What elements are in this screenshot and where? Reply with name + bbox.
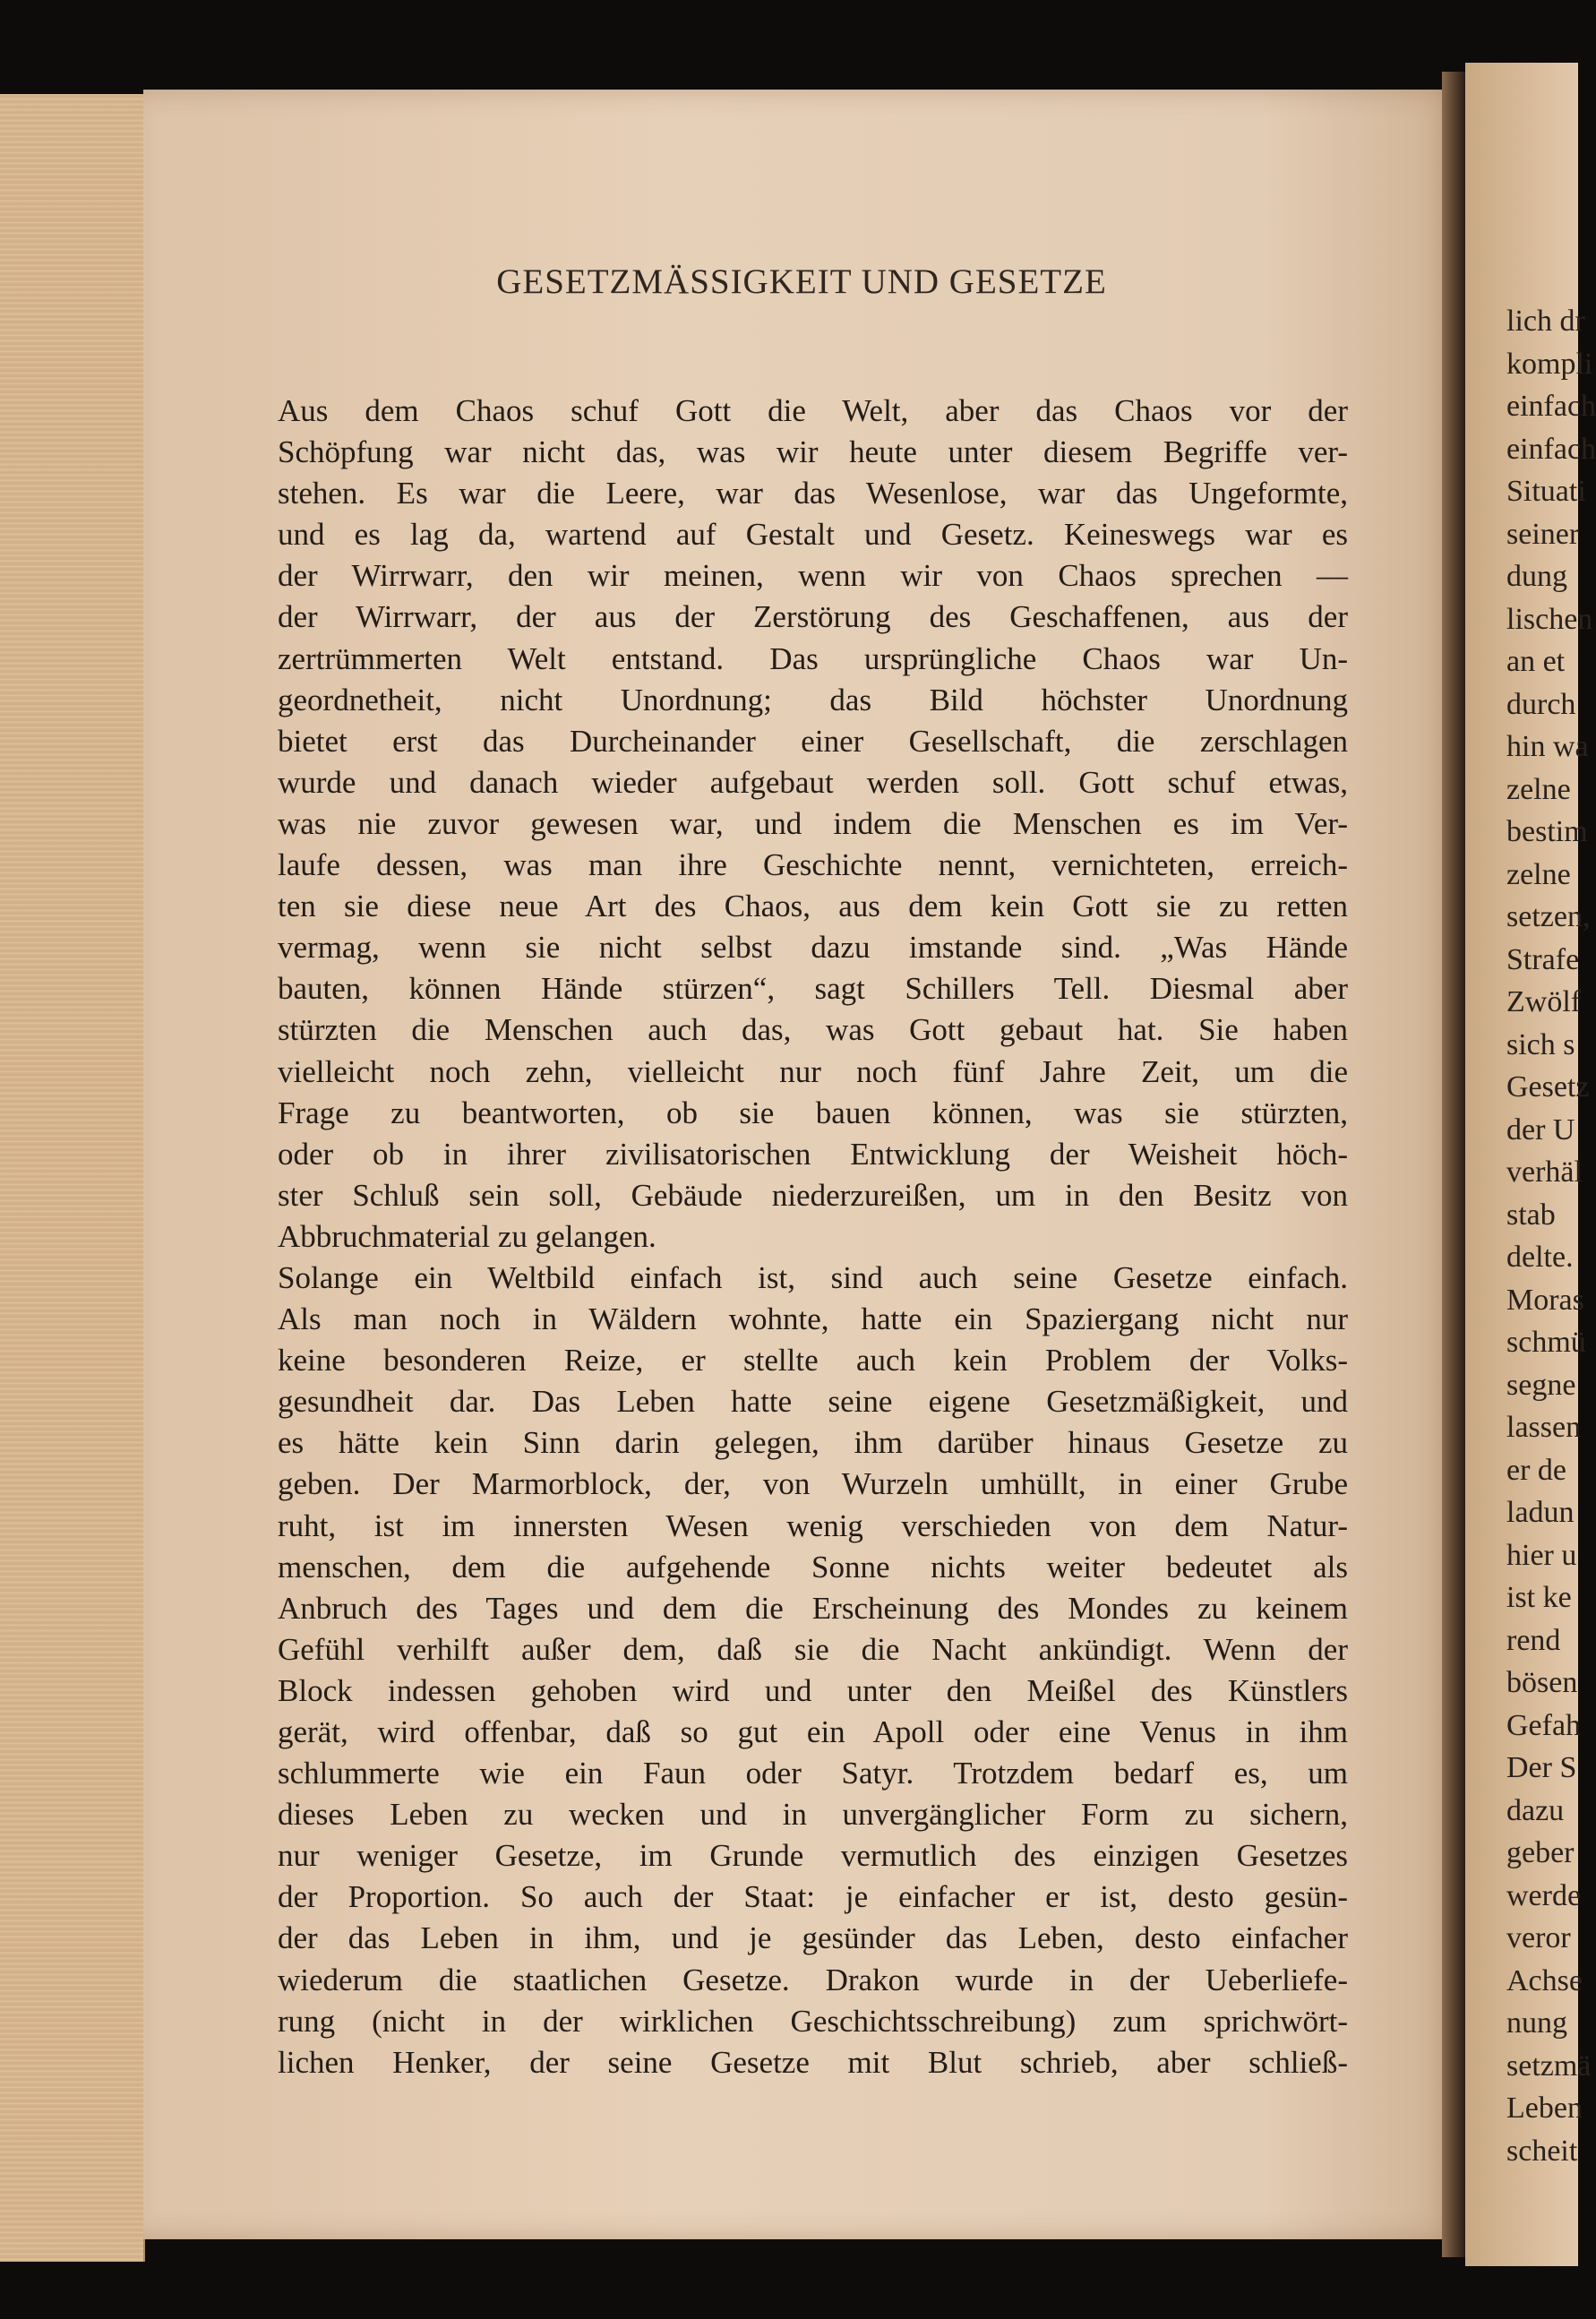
- text-line: wiederum die staatlichen Gesetze. Drakon wurde in der Ueberliefe-: [278, 1962, 1348, 1997]
- text-line: der Wirrwarr, der aus der Zerstörung des Geschaffenen, aus der: [278, 599, 1348, 635]
- facing-page-fragment: hin wa: [1506, 730, 1589, 763]
- facing-page-fragment: hier u: [1506, 1538, 1577, 1572]
- facing-page-fragment: zelne: [1506, 857, 1571, 891]
- facing-page-fragment: durch: [1506, 687, 1576, 721]
- facing-page-fragment: lich dr: [1506, 305, 1585, 338]
- text-line: ten sie diese neue Art des Chaos, aus dem kein Gott sie zu retten: [278, 889, 1348, 924]
- text-line: bauten, können Hände stürzen“, sagt Schillers Tell. Diesmal aber: [278, 971, 1348, 1007]
- facing-page-fragment: lassen: [1506, 1411, 1582, 1444]
- facing-page-fragment: Zwölf: [1506, 985, 1582, 1018]
- facing-page-fragment: Achse: [1506, 1963, 1583, 1997]
- facing-page-fragment: ist ke: [1506, 1581, 1572, 1614]
- text-line: und es lag da, wartend auf Gestalt und Gesetz. Keineswegs war es: [278, 517, 1348, 553]
- text-line: Block indessen gehoben wird und unter den Meißel des Künstlers: [278, 1672, 1348, 1708]
- page-stack-edge: [0, 94, 145, 2262]
- text-line: es hätte kein Sinn darin gelegen, ihm darüber hinaus Gesetze zu: [278, 1425, 1348, 1461]
- facing-page-fragment: dung: [1506, 560, 1567, 593]
- facing-page-fragment: kompli: [1506, 347, 1593, 381]
- facing-page-fragment: Strafe: [1506, 942, 1580, 976]
- facing-page-fragment: veror: [1506, 1921, 1571, 1954]
- facing-page-fragment: bösen: [1506, 1666, 1578, 1699]
- text-line: laufe dessen, was man ihre Geschichte nennt, vernichteten, erreich-: [278, 847, 1348, 883]
- facing-page-fragment: bestim: [1506, 815, 1588, 848]
- text-line: nur weniger Gesetze, im Grunde vermutlich des einzigen Gesetzes: [278, 1838, 1348, 1874]
- facing-page-fragment: verhäl: [1506, 1155, 1583, 1189]
- text-line: zertrümmerten Welt entstand. Das ursprüngliche Chaos war Un-: [278, 640, 1348, 676]
- facing-page-fragment: einfach: [1506, 432, 1596, 466]
- facing-page-fragment: er de: [1506, 1453, 1567, 1487]
- facing-page-fragment: setzmä: [1506, 2048, 1592, 2083]
- text-line: vielleicht noch zehn, vielleicht nur noch fünf Jahre Zeit, um die: [278, 1053, 1348, 1089]
- text-line: Solange ein Weltbild einfach ist, sind auch seine Gesetze einfach.: [278, 1259, 1348, 1295]
- facing-page-fragment: geber: [1506, 1836, 1575, 1869]
- facing-page-fragment: lischen: [1506, 602, 1593, 636]
- facing-page-fragment: seiner: [1506, 517, 1580, 551]
- text-line: Gefühl verhilft außer dem, daß sie die Nacht ankündigt. Wenn der: [278, 1631, 1348, 1667]
- facing-page-fragment: setzen,: [1506, 900, 1591, 933]
- facing-page-fragment: Situati: [1506, 475, 1586, 508]
- text-line: Schöpfung war nicht das, was wir heute unter diesem Begriffe ver-: [278, 434, 1348, 470]
- text-line: lichen Henker, der seine Gesetze mit Blut schrieb, aber schließ-: [278, 2044, 1348, 2080]
- facing-book-page: [1465, 63, 1596, 2266]
- text-line: geordnetheit, nicht Unordnung; das Bild höchster Unordnung: [278, 682, 1348, 717]
- facing-page-fragment: stab: [1506, 1198, 1556, 1232]
- text-line: ruht, ist im innersten Wesen wenig verschieden von dem Natur-: [278, 1507, 1348, 1543]
- text-line: rung (nicht in der wirklichen Geschichtsschreibung) zum sprichwört-: [278, 2003, 1348, 2039]
- text-line: was nie zuvor gewesen war, und indem die Menschen es im Ver-: [278, 805, 1348, 841]
- facing-page-fragment: Leben: [1506, 2091, 1583, 2125]
- text-line: ster Schluß sein soll, Gebäude niederzureißen, um in den Besitz von: [278, 1177, 1348, 1213]
- text-line: Aus dem Chaos schuf Gott die Welt, aber das Chaos vor der: [278, 393, 1348, 428]
- text-line: Anbruch des Tages und dem die Erscheinung des Mondes zu keinem: [278, 1590, 1348, 1626]
- text-line: gesundheit dar. Das Leben hatte seine eigene Gesetzmäßigkeit, und: [278, 1384, 1348, 1420]
- facing-page-fragment: dazu: [1506, 1793, 1565, 1827]
- facing-page-fragment: Moras: [1506, 1283, 1584, 1317]
- text-line: geben. Der Marmorblock, der, von Wurzeln umhüllt, in einer Grube: [278, 1466, 1348, 1502]
- text-line: menschen, dem die aufgehende Sonne nichts weiter bedeutet als: [278, 1549, 1348, 1585]
- facing-page-fragment: zelne: [1506, 772, 1571, 806]
- facing-page-fragment: schmü: [1506, 1326, 1586, 1359]
- facing-page-fragment: sich s: [1506, 1027, 1575, 1061]
- chapter-heading: GESETZMÄSSIGKEIT UND GESETZE: [496, 262, 1107, 301]
- facing-page-fragment: werde: [1506, 1878, 1582, 1912]
- facing-page-fragment: der U: [1506, 1112, 1575, 1147]
- facing-page-fragment: segne: [1506, 1368, 1576, 1402]
- paragraph: [278, 391, 1348, 1258]
- text-line: Frage zu beantworten, ob sie bauen können, was sie stürzten,: [278, 1095, 1348, 1130]
- text-line: schlummerte wie ein Faun oder Satyr. Trotzdem bedarf es, um: [278, 1756, 1348, 1791]
- facing-page-fragment: rend: [1506, 1623, 1561, 1657]
- text-line: wurde und danach wieder aufgebaut werden soll. Gott schuf etwas,: [278, 764, 1348, 800]
- facing-page-fragment: nung: [1506, 2006, 1567, 2040]
- text-line: der Wirrwarr, den wir meinen, wenn wir von Chaos sprechen —: [278, 558, 1348, 594]
- text-line: gerät, wird offenbar, daß so gut ein Apoll oder eine Venus in ihm: [278, 1714, 1348, 1749]
- book-gutter: [1442, 72, 1465, 2257]
- facing-page-fragment: einfach: [1506, 390, 1596, 423]
- facing-page-fragment: delte.: [1506, 1241, 1574, 1274]
- facing-page-fragment: Der S: [1506, 1751, 1577, 1784]
- text-line: Abbruchmaterial zu gelangen.: [278, 1218, 656, 1254]
- text-line: keine besonderen Reize, er stellte auch kein Problem der Volks-: [278, 1343, 1348, 1379]
- text-line: stehen. Es war die Leere, war das Wesenlose, war das Ungeformte,: [278, 476, 1348, 511]
- text-line: bietet erst das Durcheinander einer Gesellschaft, die zerschlagen: [278, 723, 1348, 759]
- text-line: Als man noch in Wäldern wohnte, hatte ein Spaziergang nicht nur: [278, 1301, 1348, 1337]
- facing-page-text: [1506, 300, 1596, 2172]
- body-text: [278, 391, 1348, 2083]
- text-line: dieses Leben zu wecken und in unvergänglicher Form zu sichern,: [278, 1797, 1348, 1833]
- facing-page-fragment: Gesetz: [1506, 1070, 1590, 1104]
- text-line: stürzten die Menschen auch das, was Gott gebaut hat. Sie haben: [278, 1012, 1348, 1048]
- facing-page-fragment: ladun: [1506, 1496, 1575, 1529]
- facing-page-fragment: Gefah: [1506, 1708, 1582, 1742]
- text-line: der Proportion. So auch der Staat: je einfacher er ist, desto gesün-: [278, 1879, 1348, 1915]
- facing-page-fragment: scheit: [1506, 2134, 1578, 2168]
- paragraph: [278, 1258, 1348, 2083]
- text-line: vermag, wenn sie nicht selbst dazu imstande sind. „Was Hände: [278, 930, 1348, 966]
- facing-page-fragment: an et: [1506, 645, 1566, 678]
- text-line: oder ob in ihrer zivilisatorischen Entwicklung der Weisheit höch-: [278, 1136, 1348, 1172]
- text-line: der das Leben in ihm, und je gesünder das Leben, desto einfacher: [278, 1920, 1348, 1956]
